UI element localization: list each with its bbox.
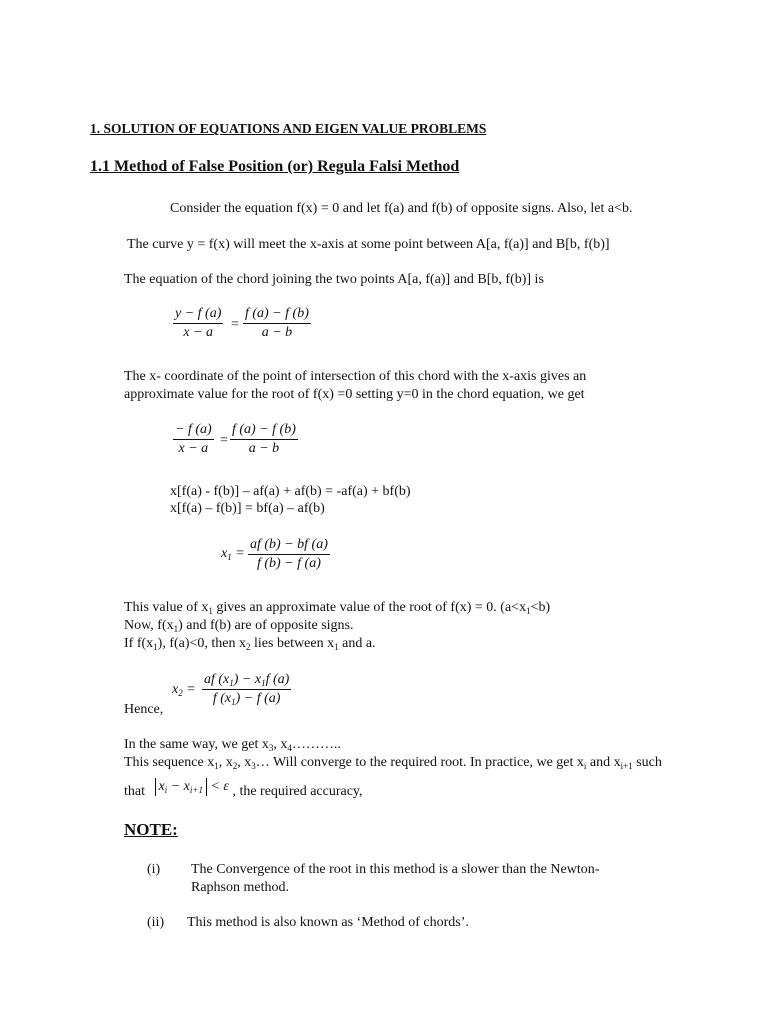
abs-difference: $x_i - x_{i+1}$ (155, 778, 207, 796)
paragraph-sequence: This sequence $x_1$, $x_2$, $x_3\dots$ Will converge to the required root. In practice, we get $x_i$ and $x_{i+1}$ such (124, 755, 662, 771)
paragraph-chord: The equation of the chord joining the two points A[a, f(a)] and B[b, f(b)] is (124, 272, 544, 287)
paragraph-x-coordinate-2: approximate value for the root of f(x) =0 setting y=0 in the chord equation, we get (124, 387, 585, 402)
note-item-1-text: The Convergence of the root in this method is a slower than the Newton- (191, 862, 600, 877)
note-title: NOTE: (124, 820, 178, 839)
section-heading: 1.1 Method of False Position (or) Regula Falsi Method (90, 158, 460, 175)
derivation-step-1: x[f(a) - f(b)] – af(a) + af(b) = -af(a) + bf(b) (170, 484, 411, 499)
chord-equals: = (231, 317, 239, 332)
chord-lhs-denominator: x − a (183, 324, 214, 340)
root-equals: = (220, 433, 228, 448)
x2-numerator: af $(x_1) - x_1f$ (a) (204, 672, 290, 688)
root-lhs-fraction (173, 421, 214, 457)
note-item-2-text: This method is also known as ‘Method of chords’. (187, 915, 469, 930)
x2-formula-lhs: $x_2$ = (172, 682, 196, 698)
note-item-1-marker: (i) (147, 862, 161, 877)
root-rhs-denominator: a − b (248, 440, 280, 456)
x1-fraction (248, 536, 330, 572)
paragraph-x2-lies: If $f(x_1)$, f(a)<0, then $x_2$ lies between $x_1$ and a. (124, 636, 376, 652)
x2-denominator: f $(x_1) - f$ (a) (212, 690, 281, 707)
chord-lhs-fraction (173, 305, 223, 341)
x1-formula-lhs: $x_1$ = (221, 546, 245, 562)
paragraph-accuracy: that $x_i - x_{i+1} < \varepsilon$ , the required accuracy, (124, 779, 363, 799)
hence-label: Hence, (124, 702, 164, 717)
root-lhs-numerator: − f (a) (173, 421, 214, 440)
note-item-1-text-cont: Raphson method. (191, 880, 289, 895)
less-than-epsilon: < ε (210, 779, 229, 794)
root-rhs-fraction (230, 421, 298, 457)
paragraph-opposite-signs: Now, $f(x_1)$ and f(b) are of opposite signs. (124, 618, 354, 634)
chord-lhs-numerator: y − f (a) (173, 305, 223, 324)
paragraph-consider: Consider the equation f(x) = 0 and let f(a) and f(b) of opposite signs. Also, let a<b. (170, 201, 633, 216)
chord-rhs-fraction (243, 305, 311, 341)
paragraph-same-way: In the same way, we get $x_3$, $x_4\dots\dots\dots$.. (124, 737, 341, 753)
x2-fraction (202, 671, 291, 707)
chord-rhs-numerator: f (a) − f (b) (243, 305, 311, 324)
paragraph-value-x1: This value of $x_1$ gives an approximate value of the root of f(x) = 0. $(a<x_1<b)$ (124, 600, 551, 616)
root-lhs-denominator: x − a (178, 440, 209, 456)
chapter-heading: 1. SOLUTION OF EQUATIONS AND EIGEN VALUE PROBLEMS (90, 121, 487, 136)
paragraph-x-coordinate-1: The x- coordinate of the point of intersection of this chord with the x-axis gives an (124, 369, 587, 384)
root-rhs-numerator: f (a) − f (b) (230, 421, 298, 440)
chord-rhs-denominator: a − b (261, 324, 293, 340)
x1-numerator: af (b) − bf (a) (248, 536, 330, 555)
paragraph-curve: The curve y = f(x) will meet the x-axis at some point between A[a, f(a)] and B[b, f(b)] (127, 237, 610, 252)
x1-denominator: f (b) − f (a) (257, 555, 321, 571)
note-item-2-marker: (ii) (147, 915, 165, 930)
derivation-step-2: x[f(a) – f(b)] = bf(a) – af(b) (170, 501, 325, 516)
